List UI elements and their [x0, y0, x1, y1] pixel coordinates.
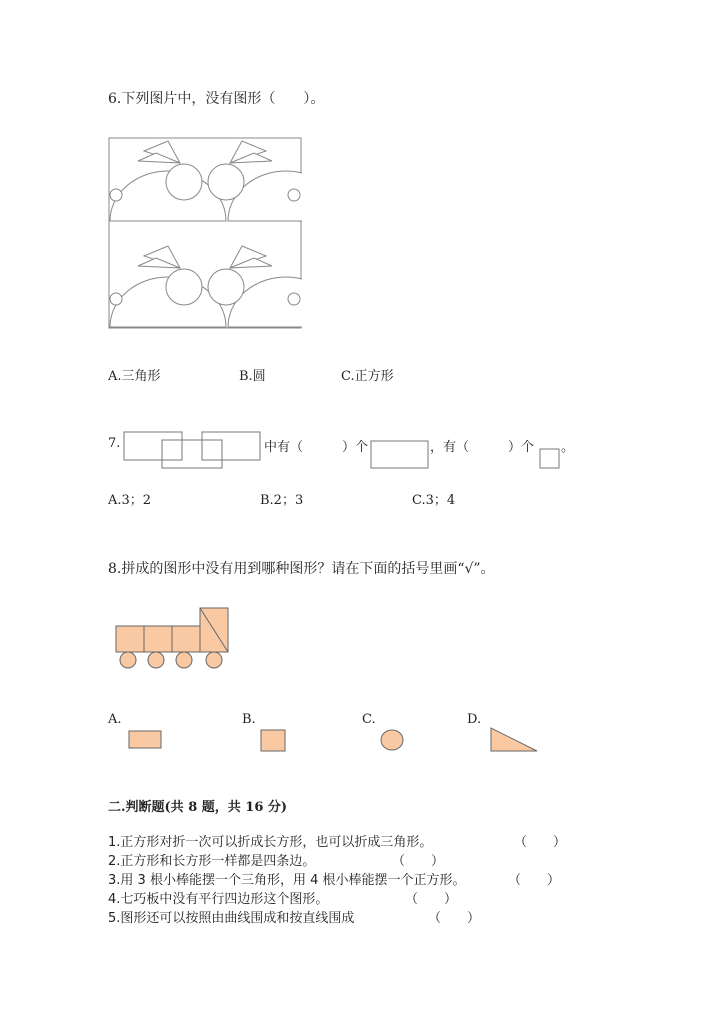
q7-text-middle-1: 中有（ ）个: [264, 440, 369, 455]
triangle-shape-icon[interactable]: [489, 726, 541, 754]
tf-answer-bracket-2[interactable]: （ ）: [392, 854, 445, 869]
tf-item-4: 4.七巧板中没有平行四边形这个图形。: [108, 892, 329, 907]
square-shape-icon[interactable]: [260, 729, 288, 753]
q7-number: 7.: [108, 436, 121, 451]
tf-item-2: 2.正方形和长方形一样都是四条边。: [108, 854, 316, 869]
q7-option-a[interactable]: A.3；2: [108, 493, 152, 508]
q8-option-c-label[interactable]: C.: [362, 712, 376, 727]
rabbit-pattern-figure: [108, 137, 302, 329]
q6-option-b[interactable]: B.圆: [239, 369, 266, 384]
tf-item-3: 3.用 3 根小棒能摆一个三角形，用 4 根小棒能摆一个正方形。: [108, 873, 466, 888]
q8-option-a-label[interactable]: A.: [108, 712, 122, 727]
overlapping-rectangles-figure: [122, 430, 264, 470]
q6-option-a[interactable]: A.三角形: [108, 369, 161, 384]
tf-item-1: 1.正方形对折一次可以折成长方形，也可以折成三角形。: [108, 835, 433, 850]
tf-answer-bracket-1[interactable]: （ ）: [514, 835, 567, 850]
tf-answer-bracket-3[interactable]: （ ）: [508, 873, 561, 888]
q8-option-d-label[interactable]: D.: [467, 712, 482, 727]
square-icon: [539, 448, 561, 470]
circle-shape-icon[interactable]: [380, 728, 406, 752]
section2-title: 二.判断题(共 8 题，共 16 分): [108, 800, 288, 815]
rectangle-icon: [370, 440, 430, 470]
q6-stem: 6.下列图片中，没有图形（ ）。: [108, 91, 325, 107]
q8-option-b-label[interactable]: B.: [242, 712, 256, 727]
tf-answer-bracket-5[interactable]: （ ）: [428, 911, 481, 926]
q8-stem: 8.拼成的图形中没有用到哪种图形？请在下面的括号里画“√”。: [108, 561, 495, 577]
q6-option-c[interactable]: C.正方形: [341, 369, 394, 384]
rectangle-shape-icon[interactable]: [128, 730, 164, 750]
truck-figure: [114, 606, 232, 670]
q7-text-middle-2: ，有（ ）个: [430, 440, 535, 455]
q7-option-b[interactable]: B.2；3: [260, 493, 304, 508]
q7-text-end: 。: [561, 440, 575, 455]
tf-answer-bracket-4[interactable]: （ ）: [405, 892, 458, 907]
tf-item-5: 5.图形还可以按照由曲线围成和按直线围成: [108, 911, 355, 926]
q7-option-c[interactable]: C.3；4: [412, 493, 456, 508]
